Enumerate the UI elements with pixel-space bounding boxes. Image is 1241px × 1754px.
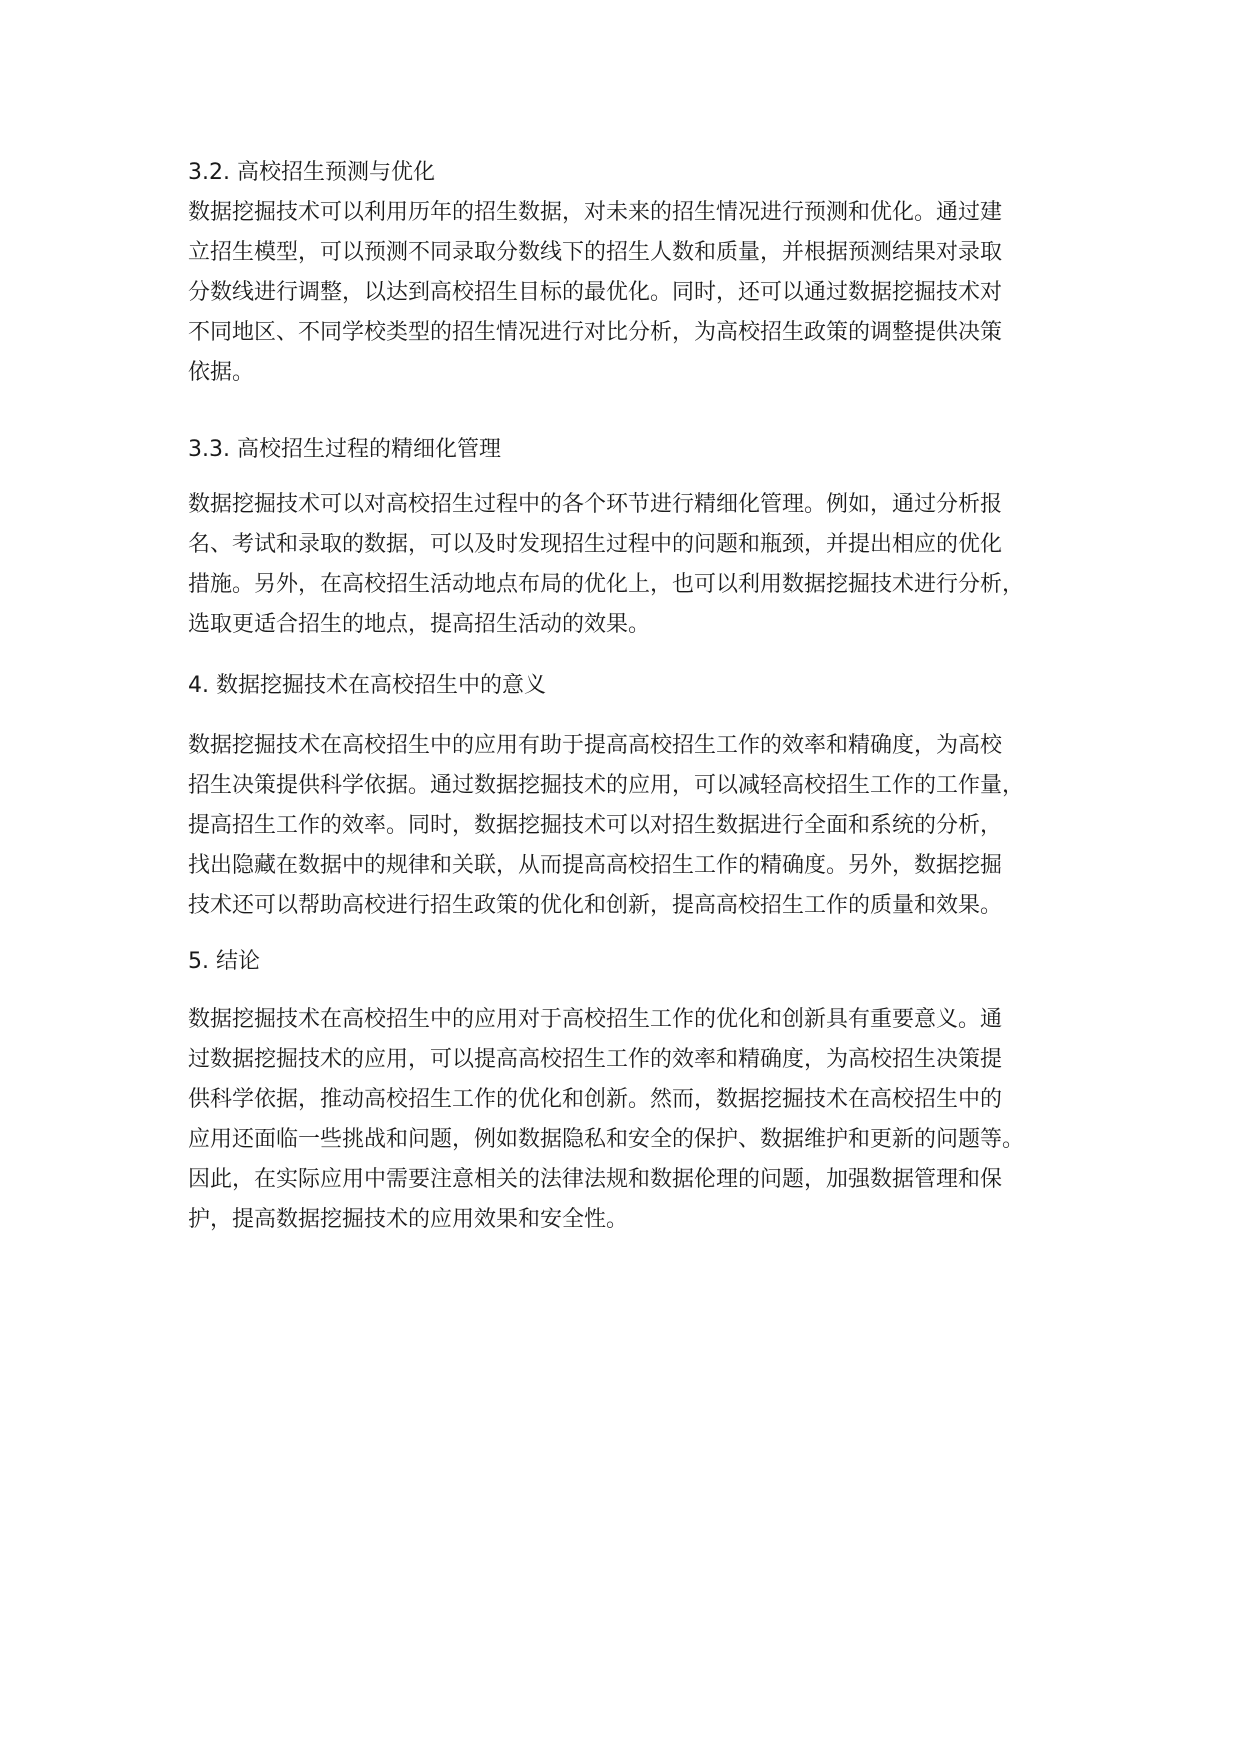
section-body-5 — [188, 1000, 1078, 1240]
paragraph-line: 招生决策提供科学依据。通过数据挖掘技术的应用，可以减轻高校招生工作的工作量， — [188, 773, 1025, 798]
section-body-4 — [188, 726, 1078, 926]
paragraph-line: 数据挖掘技术可以利用历年的招生数据，对未来的招生情况进行预测和优化。通过建 — [188, 200, 1003, 225]
section-body-3-2 — [188, 193, 1078, 393]
paragraph-line: 措施。另外，在高校招生活动地点布局的优化上，也可以利用数据挖掘技术进行分析， — [188, 572, 1025, 597]
paragraph-line: 技术还可以帮助高校进行招生政策的优化和创新，提高高校招生工作的质量和效果。 — [188, 893, 1003, 918]
paragraph-line: 分数线进行调整，以达到高校招生目标的最优化。同时，还可以通过数据挖掘技术对 — [188, 280, 1003, 305]
paragraph-line: 立招生模型，可以预测不同录取分数线下的招生人数和质量，并根据预测结果对录取 — [188, 240, 1003, 265]
paragraph-line: 因此，在实际应用中需要注意相关的法律法规和数据伦理的问题，加强数据管理和保 — [188, 1167, 1003, 1192]
section-body-3-3 — [188, 485, 1078, 645]
paragraph-line: 供科学依据，推动高校招生工作的优化和创新。然而，数据挖掘技术在高校招生中的 — [188, 1087, 1003, 1112]
paragraph-line: 过数据挖掘技术的应用，可以提高高校招生工作的效率和精确度，为高校招生决策提 — [188, 1047, 1003, 1072]
section-heading-5: 5. 结论 — [188, 949, 260, 974]
paragraph-line: 数据挖掘技术在高校招生中的应用有助于提高高校招生工作的效率和精确度，为高校 — [188, 733, 1003, 758]
paragraph-line: 找出隐藏在数据中的规律和关联，从而提高高校招生工作的精确度。另外，数据挖掘 — [188, 853, 1003, 878]
paragraph-line: 应用还面临一些挑战和问题，例如数据隐私和安全的保护、数据维护和更新的问题等。 — [188, 1127, 1025, 1152]
paragraph-line: 名、考试和录取的数据，可以及时发现招生过程中的问题和瓶颈，并提出相应的优化 — [188, 532, 1003, 557]
section-heading-3-3: 3.3. 高校招生过程的精细化管理 — [188, 437, 501, 462]
section-heading-4: 4. 数据挖掘技术在高校招生中的意义 — [188, 673, 546, 698]
paragraph-line: 数据挖掘技术可以对高校招生过程中的各个环节进行精细化管理。例如，通过分析报 — [188, 492, 1003, 517]
section-heading-3-2: 3.2. 高校招生预测与优化 — [188, 160, 435, 185]
paragraph-line: 选取更适合招生的地点，提高招生活动的效果。 — [188, 612, 651, 637]
paragraph-line: 护，提高数据挖掘技术的应用效果和安全性。 — [188, 1207, 629, 1232]
paragraph-line: 数据挖掘技术在高校招生中的应用对于高校招生工作的优化和创新具有重要意义。通 — [188, 1007, 1003, 1032]
paragraph-line: 不同地区、不同学校类型的招生情况进行对比分析，为高校招生政策的调整提供决策 — [188, 320, 1003, 345]
paragraph-line: 提高招生工作的效率。同时，数据挖掘技术可以对招生数据进行全面和系统的分析， — [188, 813, 1003, 838]
paragraph-line: 依据。 — [188, 360, 255, 385]
